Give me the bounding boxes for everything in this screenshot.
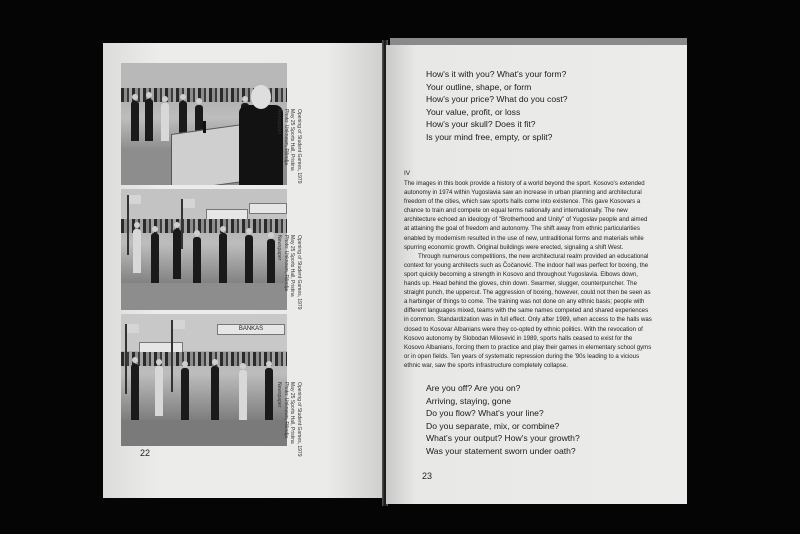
page-number-right: 23 xyxy=(422,471,433,481)
paragraph: The images in this book provide a history of a world beyond the sport. Kosovo's extended autonomy in 1974 within Yugoslavia saw an increase in urban planning and architectural freedom of the cities, which saw sports halls come into existence. This gave Kosovars a chance to train and compete on equal terms nationally and internationally. The new architecture echoed an ideology of "Brotherhood and Unity" of Yugoslav people and aimed at attaining the goal of freedom and autonomy. The shift away from ethnic particularities enabled by modernism resulted in the use of new, untraditional forms and materials while spurring economic growth. Original buildings were erected, signaling a shift West. xyxy=(404,180,648,251)
poem-line: How's your skull? Does it fit? xyxy=(426,119,536,130)
poem-line: How's your price? What do you cost? xyxy=(426,94,568,105)
poem-top xyxy=(426,68,568,144)
page-number-left: 22 xyxy=(140,448,151,458)
photo-caption-1 xyxy=(276,109,302,189)
photo-caption-2 xyxy=(276,235,302,315)
poem-line: What's your output? How's your growth? xyxy=(426,433,580,444)
caption-location: May 25 Sports Hall, Pristina xyxy=(289,109,296,171)
caption-title: Opening of Student Games, 1979 xyxy=(296,382,302,457)
photo-parade xyxy=(121,314,287,446)
poem-line: Is your mind free, empty, or split? xyxy=(426,131,553,142)
body-text xyxy=(404,179,654,370)
poem-line: Your value, profit, or loss xyxy=(426,106,521,117)
section-numeral: IV xyxy=(404,170,411,177)
right-page xyxy=(386,45,687,504)
poem-line: Arriving, staying, gone xyxy=(426,395,512,406)
poem-line: Do you flow? What's your line? xyxy=(426,408,544,419)
caption-credit: Photo: Unknown, Rilindja Newspaper xyxy=(276,235,289,291)
poem-line: Your outline, shape, or form xyxy=(426,81,532,92)
poem-bottom xyxy=(426,382,580,458)
left-page xyxy=(103,43,383,498)
photo-caption-3 xyxy=(276,382,302,462)
paragraph: Through numerous competitions, the new architectural realm provided an educational context for young architects such as Čočanović. The indoor hall was perfect for boxing, the sport quickly becoming a strength in Kosovo and throughout Yugoslavia. Elbows down, hands up. Head behind the gloves, chin down. Swarmer, slugger, counterpuncher. The straight punch, the uppercut. The aggression of boxing, however, could not then be seen as a harbinger of things to come. The training was not done on any ethnic basis; people with different languages mixed, teams with the same names competed and shared experiences in common. Standardization was in full effect. Only after 1989, when access to the halls was closed to Kosovar Albanians were they co-opted by ethnic politics. With the revocation of Kosovo autonomy by Slobodan Milosević in 1989, sports halls ceased to exist for the Kosovo Albanians, forcing them to practice and play their games in elementary school gyms or in open fields. Ten years of systematic repression during the '90s leading to a vicious ethnic war, saw the sports infrastructure completely collapse. xyxy=(404,252,652,369)
caption-credit: Photo: Unknown, Rilindja Newspaper xyxy=(276,109,289,165)
caption-title: Opening of Student Games, 1979 xyxy=(296,109,302,184)
poem-line: Are you off? Are you on? xyxy=(426,383,521,393)
photo-podium-speech xyxy=(121,63,287,185)
poem-line: Was your statement sworn under oath? xyxy=(426,445,576,456)
caption-title: Opening of Student Games, 1979 xyxy=(296,235,302,310)
banner-label: BANKAS xyxy=(217,324,285,335)
poem-line: How's it with you? What's your form? xyxy=(426,69,567,79)
caption-location: May 25 Sports Hall, Pristina xyxy=(289,235,296,297)
caption-location: May 25 Sports Hall, Pristina xyxy=(289,382,296,444)
caption-credit: Photo: Unknown, Rilindja Newspaper xyxy=(276,382,289,438)
photo-flag-bearers xyxy=(121,189,287,310)
poem-line: Do you separate, mix, or combine? xyxy=(426,420,560,431)
